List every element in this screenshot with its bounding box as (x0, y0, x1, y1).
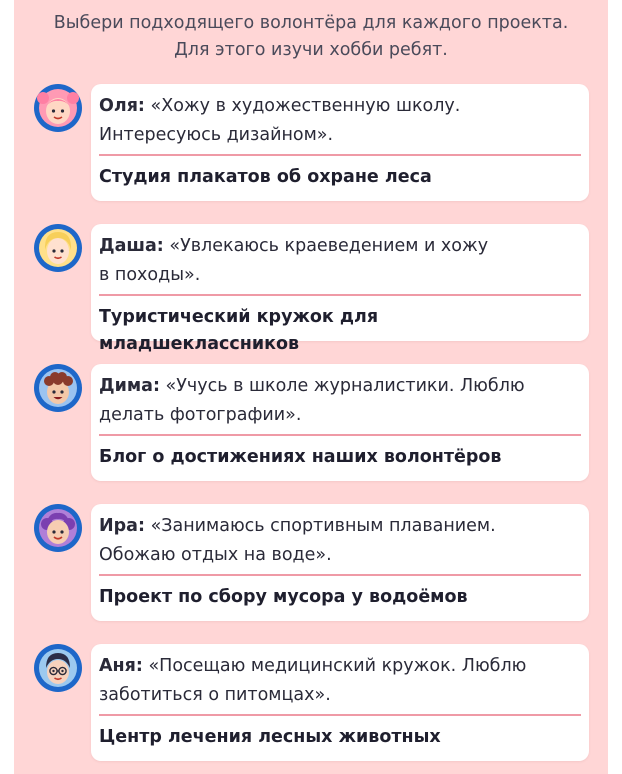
volunteer-name: Дима: (99, 376, 160, 396)
project-drop-slot[interactable]: Туристический кружок для младшеклассников (99, 307, 379, 354)
volunteer-name: Ира: (99, 516, 145, 536)
quote-line-2: Обожаю отдых на воде». (99, 545, 332, 565)
volunteer-card (91, 84, 589, 201)
volunteer-quote (99, 652, 569, 710)
boy-curly-hair-icon (34, 364, 82, 412)
volunteer-card (91, 504, 589, 621)
volunteer-name: Аня: (99, 656, 143, 676)
quote-line-1: «Учусь в школе журналистики. Люблю (165, 376, 525, 396)
project-drop-slot[interactable]: Блог о достижениях наших волонтёров (99, 447, 502, 467)
girl-pink-hair-icon (34, 84, 82, 132)
volunteer-row-dasha (14, 224, 608, 354)
card-divider (99, 714, 581, 716)
project-drop-slot[interactable]: Проект по сбору мусора у водоёмов (99, 587, 468, 607)
volunteer-row-dima (14, 364, 608, 482)
quote-line-1: «Увлекаюсь краеведением и хожу (169, 236, 489, 256)
girl-glasses-icon (34, 644, 82, 692)
volunteer-row-ira (14, 504, 608, 622)
quote-line-2: заботиться о питомцах». (99, 685, 331, 705)
instructions (14, 10, 608, 64)
card-divider (99, 154, 581, 156)
quote-line-2: в походы». (99, 265, 201, 285)
volunteer-quote (99, 372, 569, 430)
card-divider (99, 294, 581, 296)
task-panel (14, 0, 608, 774)
instructions-line-2: Для этого изучи хобби ребят. (174, 40, 448, 60)
volunteer-quote (99, 92, 569, 150)
volunteer-quote (99, 512, 569, 570)
quote-line-1: «Занимаюсь спортивным плаванием. (150, 516, 496, 536)
girl-purple-hair-icon (34, 504, 82, 552)
quote-line-1: «Хожу в художественную школу. (150, 96, 461, 116)
volunteer-card (91, 364, 589, 481)
girl-blonde-hair-icon (34, 224, 82, 272)
instructions-line-1: Выбери подходящего волонтёра для каждого проекта. (53, 13, 569, 33)
project-drop-slot[interactable]: Центр лечения лесных животных (99, 727, 441, 747)
card-divider (99, 574, 581, 576)
volunteer-name: Даша: (99, 236, 164, 256)
volunteer-name: Оля: (99, 96, 145, 116)
quote-line-2: Интересуюсь дизайном». (99, 125, 334, 145)
volunteer-row-anya (14, 644, 608, 762)
volunteer-quote (99, 232, 569, 290)
volunteer-row-olya (14, 84, 608, 202)
volunteer-card (91, 224, 589, 354)
card-divider (99, 434, 581, 436)
quote-line-2: делать фотографии». (99, 405, 302, 425)
volunteer-card (91, 644, 589, 761)
quote-line-1: «Посещаю медицинский кружок. Люблю (148, 656, 527, 676)
project-drop-slot[interactable]: Студия плакатов об охране леса (99, 167, 432, 187)
